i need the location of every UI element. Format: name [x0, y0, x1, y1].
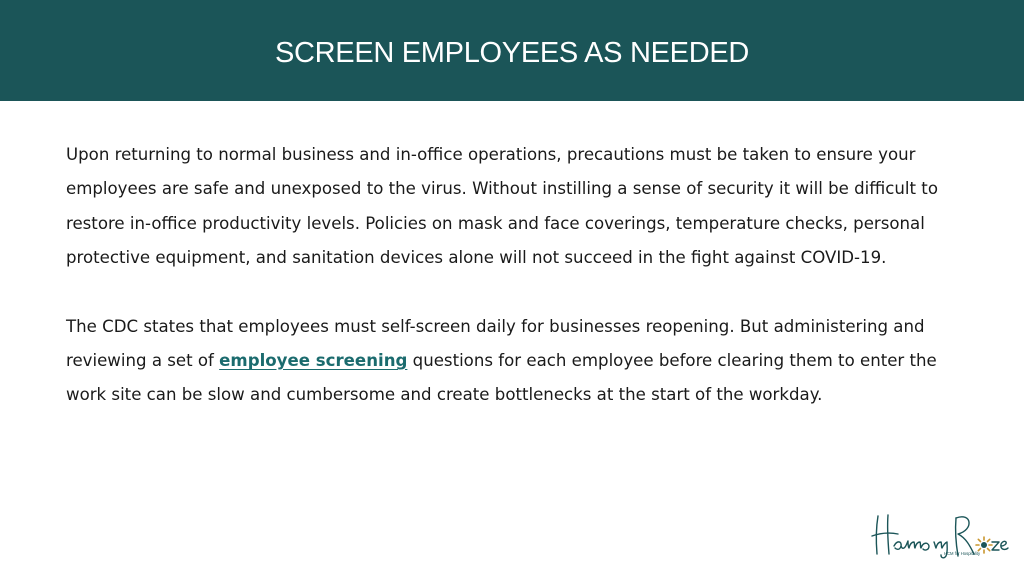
- paragraph-cdc-text-start: The CDC states that employees must self-screen daily for businesses reopening. But administering and reviewing a set of: [66, 316, 925, 371]
- title-banner: [0, 0, 1024, 101]
- employee-screening-link[interactable]: employee screening: [219, 351, 408, 371]
- logo-tagline: HCM for Hospitality: [944, 551, 981, 556]
- main-content: [66, 138, 956, 413]
- paragraph-precautions: Upon returning to normal business and in-office operations, precautions must be taken to ensure your employees are safe and unexposed to the virus. Without instilling a sense of security it will be difficult to restore in-office productivity levels. Policies on mask and face coverings, temperature checks, personal protective equipment, and sanitation devices alone will not succeed in the fight against COVID-19.: [66, 145, 938, 268]
- paragraph-cdc-text-end: questions for each employee before clearing them to enter the work site can be slow and cumbersome and create bottlenecks at the start of the workday.: [66, 351, 937, 405]
- harmony-roze-logo: [868, 506, 1014, 566]
- paragraph-cdc-screening: [66, 310, 956, 413]
- page-title: SCREEN EMPLOYEES AS NEEDED: [274, 36, 750, 69]
